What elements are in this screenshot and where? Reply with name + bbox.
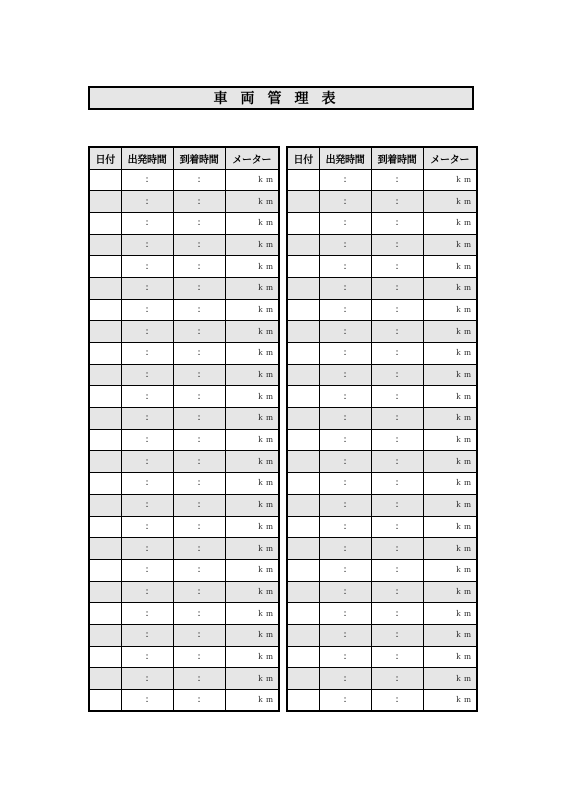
meter-cell[interactable]: ｋｍ xyxy=(225,343,279,365)
meter-cell[interactable]: ｋｍ xyxy=(423,668,477,690)
arrival-time-cell[interactable]: : xyxy=(371,386,423,408)
vehicle-log-table-left xyxy=(88,146,280,712)
table-row xyxy=(89,581,279,603)
departure-time-cell[interactable]: : xyxy=(121,386,173,408)
date-cell[interactable] xyxy=(89,408,121,430)
arrival-time-cell[interactable]: : xyxy=(371,321,423,343)
arrival-time-cell[interactable]: : xyxy=(173,321,225,343)
departure-time-cell[interactable]: : xyxy=(121,256,173,278)
date-cell[interactable] xyxy=(287,516,319,538)
table-row xyxy=(287,343,477,365)
meter-cell[interactable]: ｋｍ xyxy=(423,538,477,560)
arrival-time-cell[interactable]: : xyxy=(173,494,225,516)
table-row xyxy=(89,386,279,408)
meter-cell[interactable]: ｋｍ xyxy=(225,408,279,430)
departure-time-cell[interactable]: : xyxy=(319,690,371,712)
header-meter: メーター xyxy=(225,147,279,169)
departure-time-cell[interactable]: : xyxy=(319,603,371,625)
date-cell[interactable] xyxy=(287,646,319,668)
date-cell[interactable] xyxy=(287,191,319,213)
arrival-time-cell[interactable]: : xyxy=(173,299,225,321)
departure-time-cell[interactable]: : xyxy=(319,234,371,256)
meter-cell[interactable]: ｋｍ xyxy=(423,429,477,451)
departure-time-cell[interactable]: : xyxy=(319,386,371,408)
arrival-time-cell[interactable]: : xyxy=(371,603,423,625)
table-row xyxy=(287,646,477,668)
header-arrival-time: 到着時間 xyxy=(173,147,225,169)
table-row xyxy=(89,494,279,516)
table-row xyxy=(287,559,477,581)
table-row xyxy=(89,690,279,712)
date-cell[interactable] xyxy=(89,212,121,234)
meter-cell[interactable]: ｋｍ xyxy=(225,191,279,213)
table-row xyxy=(287,234,477,256)
table-row xyxy=(89,408,279,430)
meter-cell[interactable]: ｋｍ xyxy=(423,169,477,191)
meter-cell[interactable]: ｋｍ xyxy=(225,169,279,191)
meter-cell[interactable]: ｋｍ xyxy=(225,603,279,625)
date-cell[interactable] xyxy=(287,408,319,430)
meter-cell[interactable]: ｋｍ xyxy=(423,581,477,603)
date-cell[interactable] xyxy=(287,451,319,473)
table-row xyxy=(287,212,477,234)
meter-cell[interactable]: ｋｍ xyxy=(225,538,279,560)
meter-cell[interactable]: ｋｍ xyxy=(225,299,279,321)
table-row xyxy=(89,429,279,451)
arrival-time-cell[interactable]: : xyxy=(371,451,423,473)
table-row xyxy=(287,473,477,495)
table-row xyxy=(89,603,279,625)
meter-cell[interactable]: ｋｍ xyxy=(423,364,477,386)
table-row xyxy=(287,364,477,386)
departure-time-cell[interactable]: : xyxy=(121,169,173,191)
arrival-time-cell[interactable]: : xyxy=(371,299,423,321)
departure-time-cell[interactable]: : xyxy=(121,277,173,299)
departure-time-cell[interactable]: : xyxy=(121,429,173,451)
date-cell[interactable] xyxy=(287,386,319,408)
meter-cell[interactable]: ｋｍ xyxy=(423,624,477,646)
departure-time-cell[interactable]: : xyxy=(121,364,173,386)
departure-time-cell[interactable]: : xyxy=(319,559,371,581)
arrival-time-cell[interactable]: : xyxy=(173,538,225,560)
meter-cell[interactable]: ｋｍ xyxy=(225,386,279,408)
table-row xyxy=(287,256,477,278)
table-row xyxy=(287,624,477,646)
table-body xyxy=(89,169,279,711)
departure-time-cell[interactable]: : xyxy=(319,299,371,321)
table-row xyxy=(89,516,279,538)
arrival-time-cell[interactable]: : xyxy=(371,581,423,603)
date-cell[interactable] xyxy=(89,451,121,473)
arrival-time-cell[interactable]: : xyxy=(371,169,423,191)
arrival-time-cell[interactable]: : xyxy=(371,277,423,299)
arrival-time-cell[interactable]: : xyxy=(173,603,225,625)
table-row xyxy=(89,624,279,646)
departure-time-cell[interactable]: : xyxy=(121,321,173,343)
date-cell[interactable] xyxy=(89,386,121,408)
arrival-time-cell[interactable]: : xyxy=(371,559,423,581)
meter-cell[interactable]: ｋｍ xyxy=(225,212,279,234)
departure-time-cell[interactable]: : xyxy=(121,516,173,538)
arrival-time-cell[interactable]: : xyxy=(173,516,225,538)
departure-time-cell[interactable]: : xyxy=(319,321,371,343)
departure-time-cell[interactable]: : xyxy=(121,451,173,473)
departure-time-cell[interactable]: : xyxy=(319,516,371,538)
meter-cell[interactable]: ｋｍ xyxy=(225,559,279,581)
arrival-time-cell[interactable]: : xyxy=(173,429,225,451)
date-cell[interactable] xyxy=(287,299,319,321)
departure-time-cell[interactable]: : xyxy=(319,473,371,495)
arrival-time-cell[interactable]: : xyxy=(371,256,423,278)
table-row xyxy=(89,169,279,191)
table-row xyxy=(287,191,477,213)
meter-cell[interactable]: ｋｍ xyxy=(423,646,477,668)
date-cell[interactable] xyxy=(89,668,121,690)
date-cell[interactable] xyxy=(89,516,121,538)
arrival-time-cell[interactable]: : xyxy=(371,343,423,365)
date-cell[interactable] xyxy=(89,169,121,191)
departure-time-cell[interactable]: : xyxy=(319,277,371,299)
arrival-time-cell[interactable]: : xyxy=(371,538,423,560)
table-row xyxy=(89,559,279,581)
arrival-time-cell[interactable]: : xyxy=(173,690,225,712)
header-row xyxy=(287,147,477,169)
table-row xyxy=(287,668,477,690)
date-cell[interactable] xyxy=(287,473,319,495)
departure-time-cell[interactable]: : xyxy=(121,494,173,516)
arrival-time-cell[interactable]: : xyxy=(173,212,225,234)
departure-time-cell[interactable]: : xyxy=(319,408,371,430)
header-meter: メーター xyxy=(423,147,477,169)
date-cell[interactable] xyxy=(89,191,121,213)
date-cell[interactable] xyxy=(89,234,121,256)
table-row xyxy=(287,494,477,516)
date-cell[interactable] xyxy=(89,494,121,516)
arrival-time-cell[interactable]: : xyxy=(173,191,225,213)
date-cell[interactable] xyxy=(287,690,319,712)
meter-cell[interactable]: ｋｍ xyxy=(225,364,279,386)
date-cell[interactable] xyxy=(89,559,121,581)
table-row xyxy=(287,386,477,408)
departure-time-cell[interactable]: : xyxy=(121,234,173,256)
departure-time-cell[interactable]: : xyxy=(121,646,173,668)
meter-cell[interactable]: ｋｍ xyxy=(423,234,477,256)
table-row xyxy=(287,169,477,191)
departure-time-cell[interactable]: : xyxy=(319,429,371,451)
arrival-time-cell[interactable]: : xyxy=(371,234,423,256)
date-cell[interactable] xyxy=(89,646,121,668)
arrival-time-cell[interactable]: : xyxy=(173,646,225,668)
departure-time-cell[interactable]: : xyxy=(319,538,371,560)
meter-cell[interactable]: ｋｍ xyxy=(225,451,279,473)
table-row xyxy=(287,581,477,603)
arrival-time-cell[interactable]: : xyxy=(173,364,225,386)
date-cell[interactable] xyxy=(89,429,121,451)
meter-cell[interactable]: ｋｍ xyxy=(423,473,477,495)
departure-time-cell[interactable]: : xyxy=(319,581,371,603)
table-row xyxy=(287,321,477,343)
arrival-time-cell[interactable]: : xyxy=(173,386,225,408)
arrival-time-cell[interactable]: : xyxy=(371,516,423,538)
arrival-time-cell[interactable]: : xyxy=(371,668,423,690)
date-cell[interactable] xyxy=(287,603,319,625)
date-cell[interactable] xyxy=(287,321,319,343)
arrival-time-cell[interactable]: : xyxy=(371,364,423,386)
date-cell[interactable] xyxy=(287,668,319,690)
meter-cell[interactable]: ｋｍ xyxy=(225,256,279,278)
date-cell[interactable] xyxy=(287,212,319,234)
departure-time-cell[interactable]: : xyxy=(121,581,173,603)
table-row xyxy=(89,538,279,560)
arrival-time-cell[interactable]: : xyxy=(173,473,225,495)
header-departure-time: 出発時間 xyxy=(121,147,173,169)
meter-cell[interactable]: ｋｍ xyxy=(423,386,477,408)
departure-time-cell[interactable]: : xyxy=(319,256,371,278)
date-cell[interactable] xyxy=(287,494,319,516)
header-departure-time: 出発時間 xyxy=(319,147,371,169)
departure-time-cell[interactable]: : xyxy=(121,603,173,625)
table-row xyxy=(89,343,279,365)
table-row xyxy=(287,603,477,625)
table-row xyxy=(89,212,279,234)
meter-cell[interactable]: ｋｍ xyxy=(423,321,477,343)
meter-cell[interactable]: ｋｍ xyxy=(423,256,477,278)
table-row xyxy=(287,299,477,321)
date-cell[interactable] xyxy=(287,624,319,646)
meter-cell[interactable]: ｋｍ xyxy=(225,429,279,451)
meter-cell[interactable]: ｋｍ xyxy=(423,516,477,538)
header-row xyxy=(89,147,279,169)
arrival-time-cell[interactable]: : xyxy=(173,277,225,299)
meter-cell[interactable]: ｋｍ xyxy=(225,690,279,712)
date-cell[interactable] xyxy=(287,277,319,299)
meter-cell[interactable]: ｋｍ xyxy=(225,277,279,299)
table-row xyxy=(287,429,477,451)
meter-cell[interactable]: ｋｍ xyxy=(423,299,477,321)
departure-time-cell[interactable]: : xyxy=(121,408,173,430)
vehicle-log-table-right xyxy=(286,146,478,712)
departure-time-cell[interactable]: : xyxy=(319,494,371,516)
departure-time-cell[interactable]: : xyxy=(319,343,371,365)
departure-time-cell[interactable]: : xyxy=(319,191,371,213)
meter-cell[interactable]: ｋｍ xyxy=(225,516,279,538)
departure-time-cell[interactable]: : xyxy=(121,343,173,365)
table-row xyxy=(287,277,477,299)
arrival-time-cell[interactable]: : xyxy=(371,212,423,234)
arrival-time-cell[interactable]: : xyxy=(371,408,423,430)
date-cell[interactable] xyxy=(287,538,319,560)
arrival-time-cell[interactable]: : xyxy=(173,169,225,191)
date-cell[interactable] xyxy=(287,256,319,278)
table-row xyxy=(89,321,279,343)
date-cell[interactable] xyxy=(89,473,121,495)
header-arrival-time: 到着時間 xyxy=(371,147,423,169)
date-cell[interactable] xyxy=(89,538,121,560)
arrival-time-cell[interactable]: : xyxy=(371,473,423,495)
date-cell[interactable] xyxy=(287,343,319,365)
table-row xyxy=(287,516,477,538)
meter-cell[interactable]: ｋｍ xyxy=(423,212,477,234)
arrival-time-cell[interactable]: : xyxy=(173,343,225,365)
meter-cell[interactable]: ｋｍ xyxy=(225,624,279,646)
table-body xyxy=(287,169,477,711)
meter-cell[interactable]: ｋｍ xyxy=(423,408,477,430)
date-cell[interactable] xyxy=(287,169,319,191)
meter-cell[interactable]: ｋｍ xyxy=(423,343,477,365)
departure-time-cell[interactable]: : xyxy=(121,690,173,712)
arrival-time-cell[interactable]: : xyxy=(173,559,225,581)
arrival-time-cell[interactable]: : xyxy=(173,256,225,278)
meter-cell[interactable]: ｋｍ xyxy=(225,646,279,668)
date-cell[interactable] xyxy=(287,234,319,256)
arrival-time-cell[interactable]: : xyxy=(371,494,423,516)
departure-time-cell[interactable]: : xyxy=(319,212,371,234)
table-row xyxy=(287,690,477,712)
meter-cell[interactable]: ｋｍ xyxy=(225,321,279,343)
table-row xyxy=(89,256,279,278)
table-row xyxy=(89,473,279,495)
meter-cell[interactable]: ｋｍ xyxy=(423,191,477,213)
departure-time-cell[interactable]: : xyxy=(319,624,371,646)
table-row xyxy=(89,299,279,321)
meter-cell[interactable]: ｋｍ xyxy=(423,559,477,581)
departure-time-cell[interactable]: : xyxy=(319,646,371,668)
date-cell[interactable] xyxy=(89,256,121,278)
arrival-time-cell[interactable]: : xyxy=(173,234,225,256)
date-cell[interactable] xyxy=(287,581,319,603)
departure-time-cell[interactable]: : xyxy=(121,191,173,213)
arrival-time-cell[interactable]: : xyxy=(173,624,225,646)
arrival-time-cell[interactable]: : xyxy=(173,668,225,690)
departure-time-cell[interactable]: : xyxy=(121,668,173,690)
arrival-time-cell[interactable]: : xyxy=(173,408,225,430)
table-row xyxy=(287,408,477,430)
departure-time-cell[interactable]: : xyxy=(319,668,371,690)
table-row xyxy=(89,277,279,299)
arrival-time-cell[interactable]: : xyxy=(371,191,423,213)
table-row xyxy=(287,538,477,560)
arrival-time-cell[interactable]: : xyxy=(371,429,423,451)
date-cell[interactable] xyxy=(89,624,121,646)
table-row xyxy=(89,451,279,473)
header-date: 日付 xyxy=(287,147,319,169)
meter-cell[interactable]: ｋｍ xyxy=(423,603,477,625)
header-date: 日付 xyxy=(89,147,121,169)
table-row xyxy=(287,451,477,473)
date-cell[interactable] xyxy=(287,429,319,451)
departure-time-cell[interactable]: : xyxy=(319,364,371,386)
departure-time-cell[interactable]: : xyxy=(121,559,173,581)
meter-cell[interactable]: ｋｍ xyxy=(423,494,477,516)
table-row xyxy=(89,668,279,690)
arrival-time-cell[interactable]: : xyxy=(371,646,423,668)
meter-cell[interactable]: ｋｍ xyxy=(225,494,279,516)
departure-time-cell[interactable]: : xyxy=(121,538,173,560)
meter-cell[interactable]: ｋｍ xyxy=(423,451,477,473)
table-row xyxy=(89,191,279,213)
arrival-time-cell[interactable]: : xyxy=(371,690,423,712)
departure-time-cell[interactable]: : xyxy=(121,624,173,646)
table-row xyxy=(89,364,279,386)
departure-time-cell[interactable]: : xyxy=(319,169,371,191)
arrival-time-cell[interactable]: : xyxy=(371,624,423,646)
table-row xyxy=(89,234,279,256)
date-cell[interactable] xyxy=(89,321,121,343)
meter-cell[interactable]: ｋｍ xyxy=(225,473,279,495)
departure-time-cell[interactable]: : xyxy=(121,212,173,234)
meter-cell[interactable]: ｋｍ xyxy=(225,581,279,603)
departure-time-cell[interactable]: : xyxy=(121,473,173,495)
arrival-time-cell[interactable]: : xyxy=(173,581,225,603)
date-cell[interactable] xyxy=(89,603,121,625)
date-cell[interactable] xyxy=(89,299,121,321)
departure-time-cell[interactable]: : xyxy=(319,451,371,473)
meter-cell[interactable]: ｋｍ xyxy=(225,668,279,690)
meter-cell[interactable]: ｋｍ xyxy=(423,277,477,299)
date-cell[interactable] xyxy=(287,559,319,581)
departure-time-cell[interactable]: : xyxy=(121,299,173,321)
date-cell[interactable] xyxy=(89,581,121,603)
meter-cell[interactable]: ｋｍ xyxy=(225,234,279,256)
table-row xyxy=(89,646,279,668)
date-cell[interactable] xyxy=(89,343,121,365)
meter-cell[interactable]: ｋｍ xyxy=(423,690,477,712)
date-cell[interactable] xyxy=(287,364,319,386)
arrival-time-cell[interactable]: : xyxy=(173,451,225,473)
date-cell[interactable] xyxy=(89,690,121,712)
date-cell[interactable] xyxy=(89,364,121,386)
page-title: 車両管理表 xyxy=(88,86,474,110)
date-cell[interactable] xyxy=(89,277,121,299)
